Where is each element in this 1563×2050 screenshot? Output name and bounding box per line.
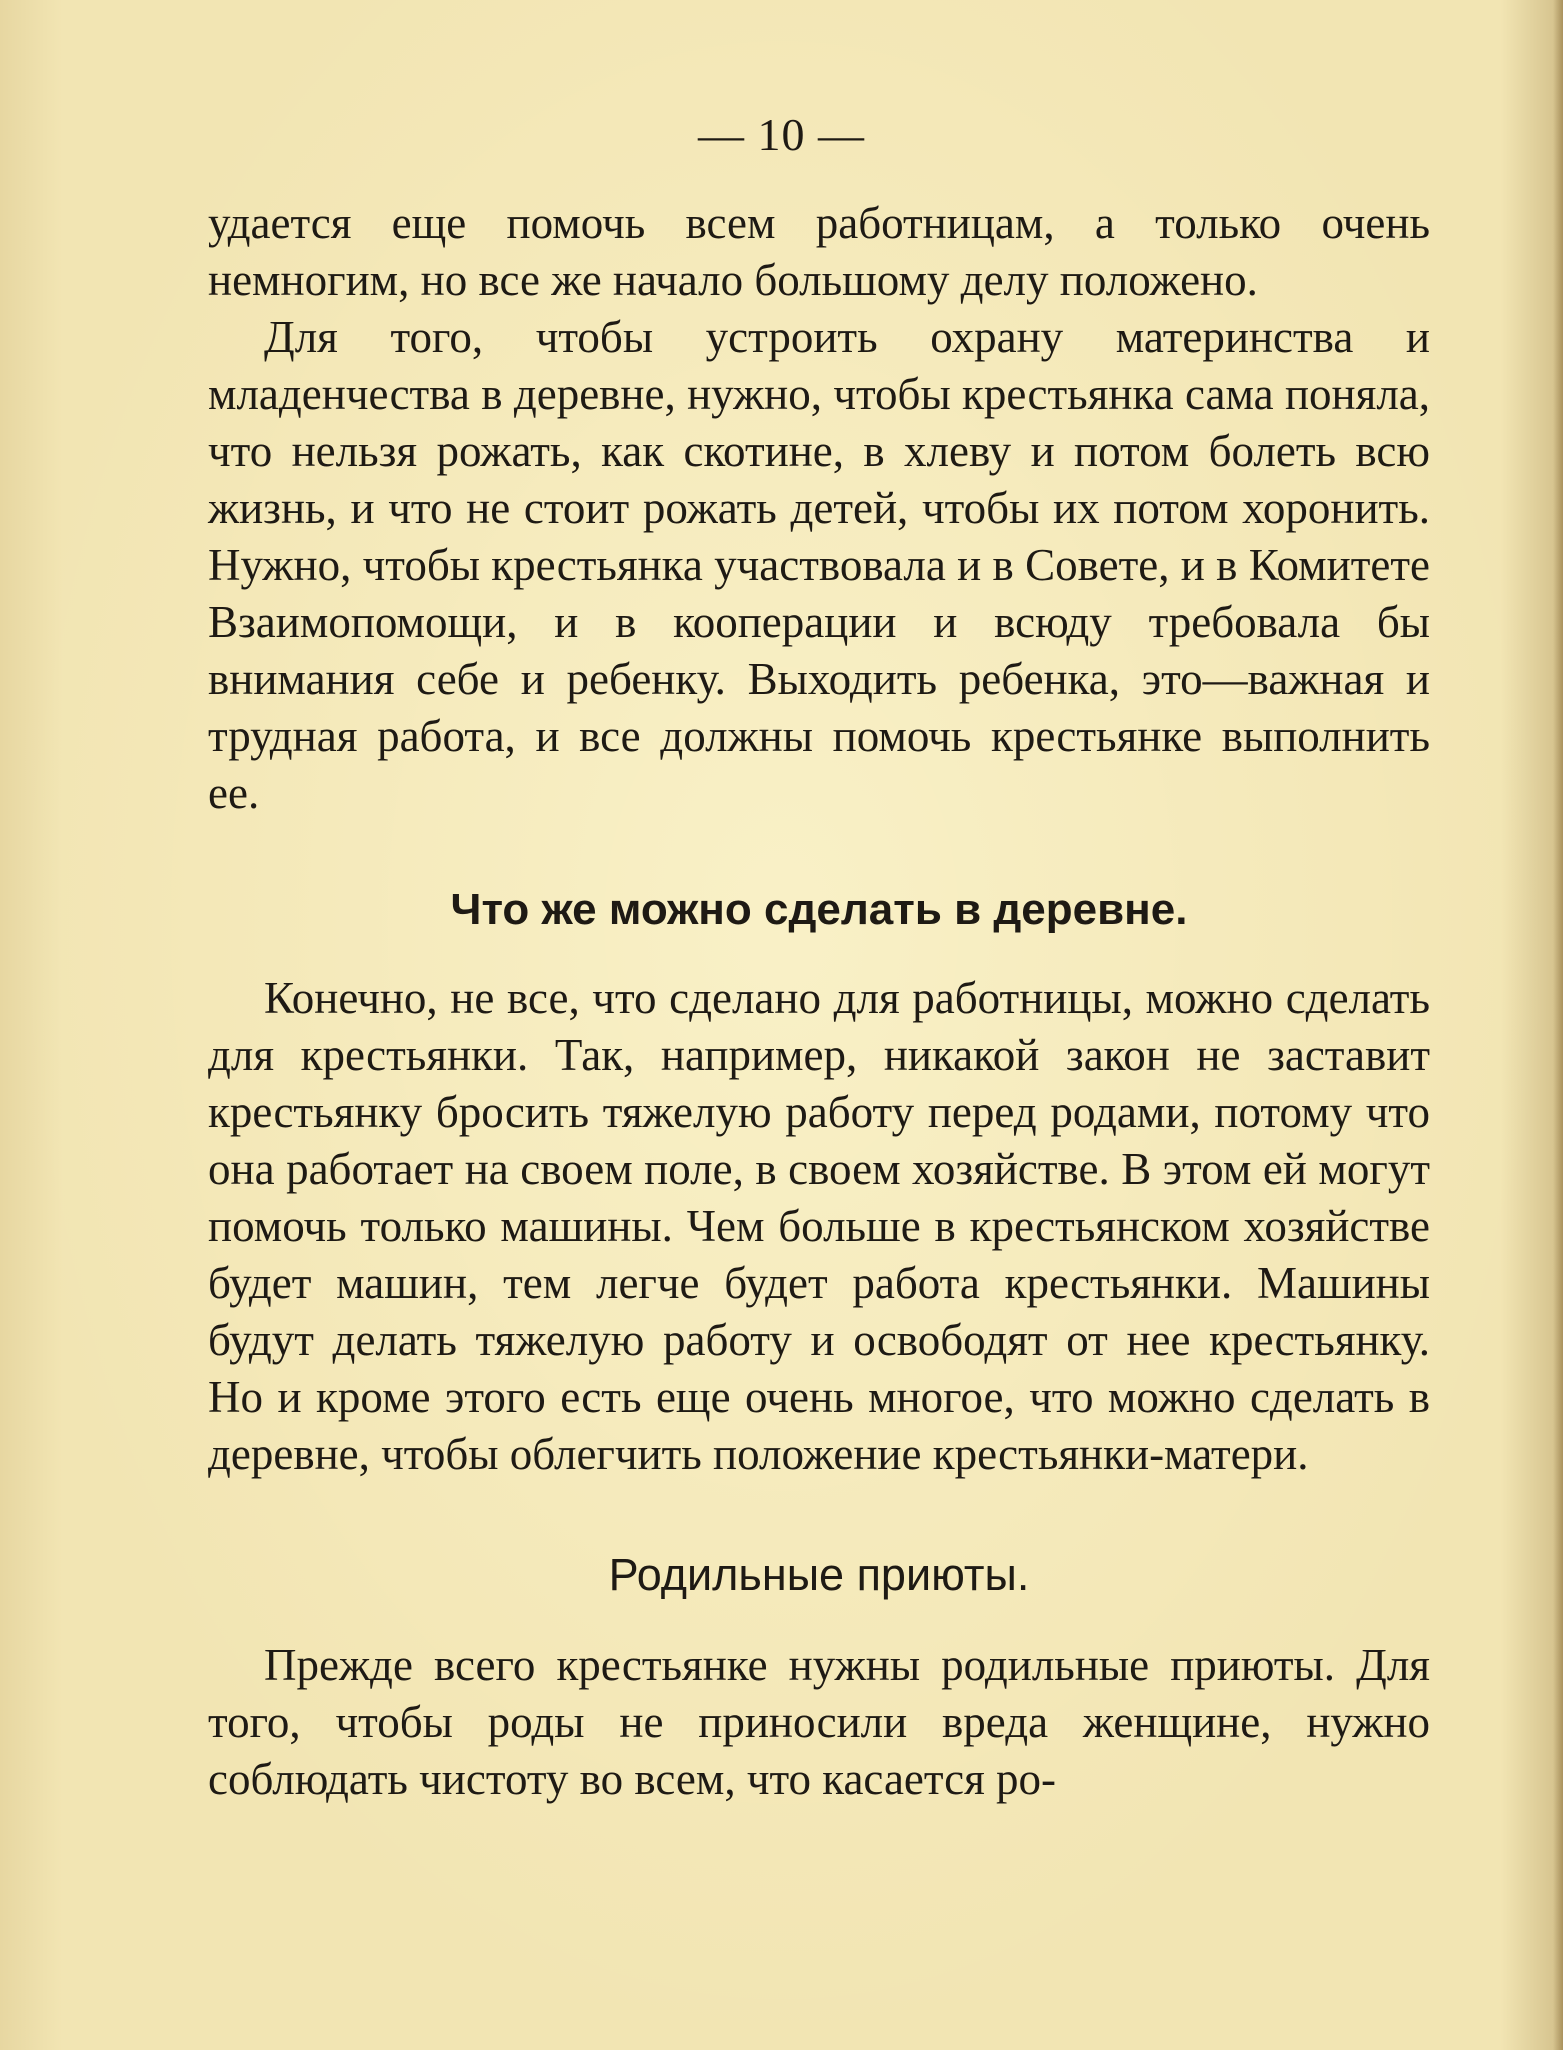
section-heading-maternity-homes: Родильные приюты. [608, 1549, 1030, 1600]
page-body [208, 195, 1430, 1808]
paragraph-maternity-homes: Прежде всего крестьянке нужны родильные приюты. Для того, чтобы роды не приносили вреда женщине, нужно соблюдать чистоту во всем, что касается ро- [208, 1640, 1430, 1804]
page-number: — 10 — [698, 109, 865, 160]
section-heading-village: Что же можно сделать в деревне. [450, 885, 1188, 934]
paragraph-maternity-protection: Для того, чтобы устроить охрану материнства и младенчества в деревне, нужно, чтобы крестьянка сама поняла, что нельзя рожать, как скотине, в хлеву и потом болеть всю жизнь, и что не стоит рожать детей, чтобы их потом хоронить. Нужно, чтобы крестьянка участвовала и в Совете, и в Комитете Взаимопомощи, и в кооперации и всюду требовала бы внимания себе и ребенку. Выходить ребенка, это—важная и трудная работа, и все должны помочь крестьянке выполнить ее. [208, 312, 1430, 818]
paragraph-continued: удается еще помочь всем работницам, а только очень немногим, но все же начало большому делу положено. [208, 198, 1430, 305]
page-edge-shadow [1553, 0, 1563, 2050]
paragraph-village: Конечно, не все, что сделано для работницы, можно сделать для крестьянки. Так, например, никакой закон не заставит крестьянку бросить тяжелую работу перед родами, потому что она работает на своем поле, в своем хозяйстве. В этом ей могут помочь только машины. Чем больше в крестьянском хозяйстве будет машин, тем легче будет работа крестьянки. Машины будут делать тяжелую работу и освободят от нее крестьянку. Но и кроме этого есть еще очень многое, что можно сделать в деревне, чтобы облегчить положение крестьянки-матери. [208, 973, 1430, 1479]
